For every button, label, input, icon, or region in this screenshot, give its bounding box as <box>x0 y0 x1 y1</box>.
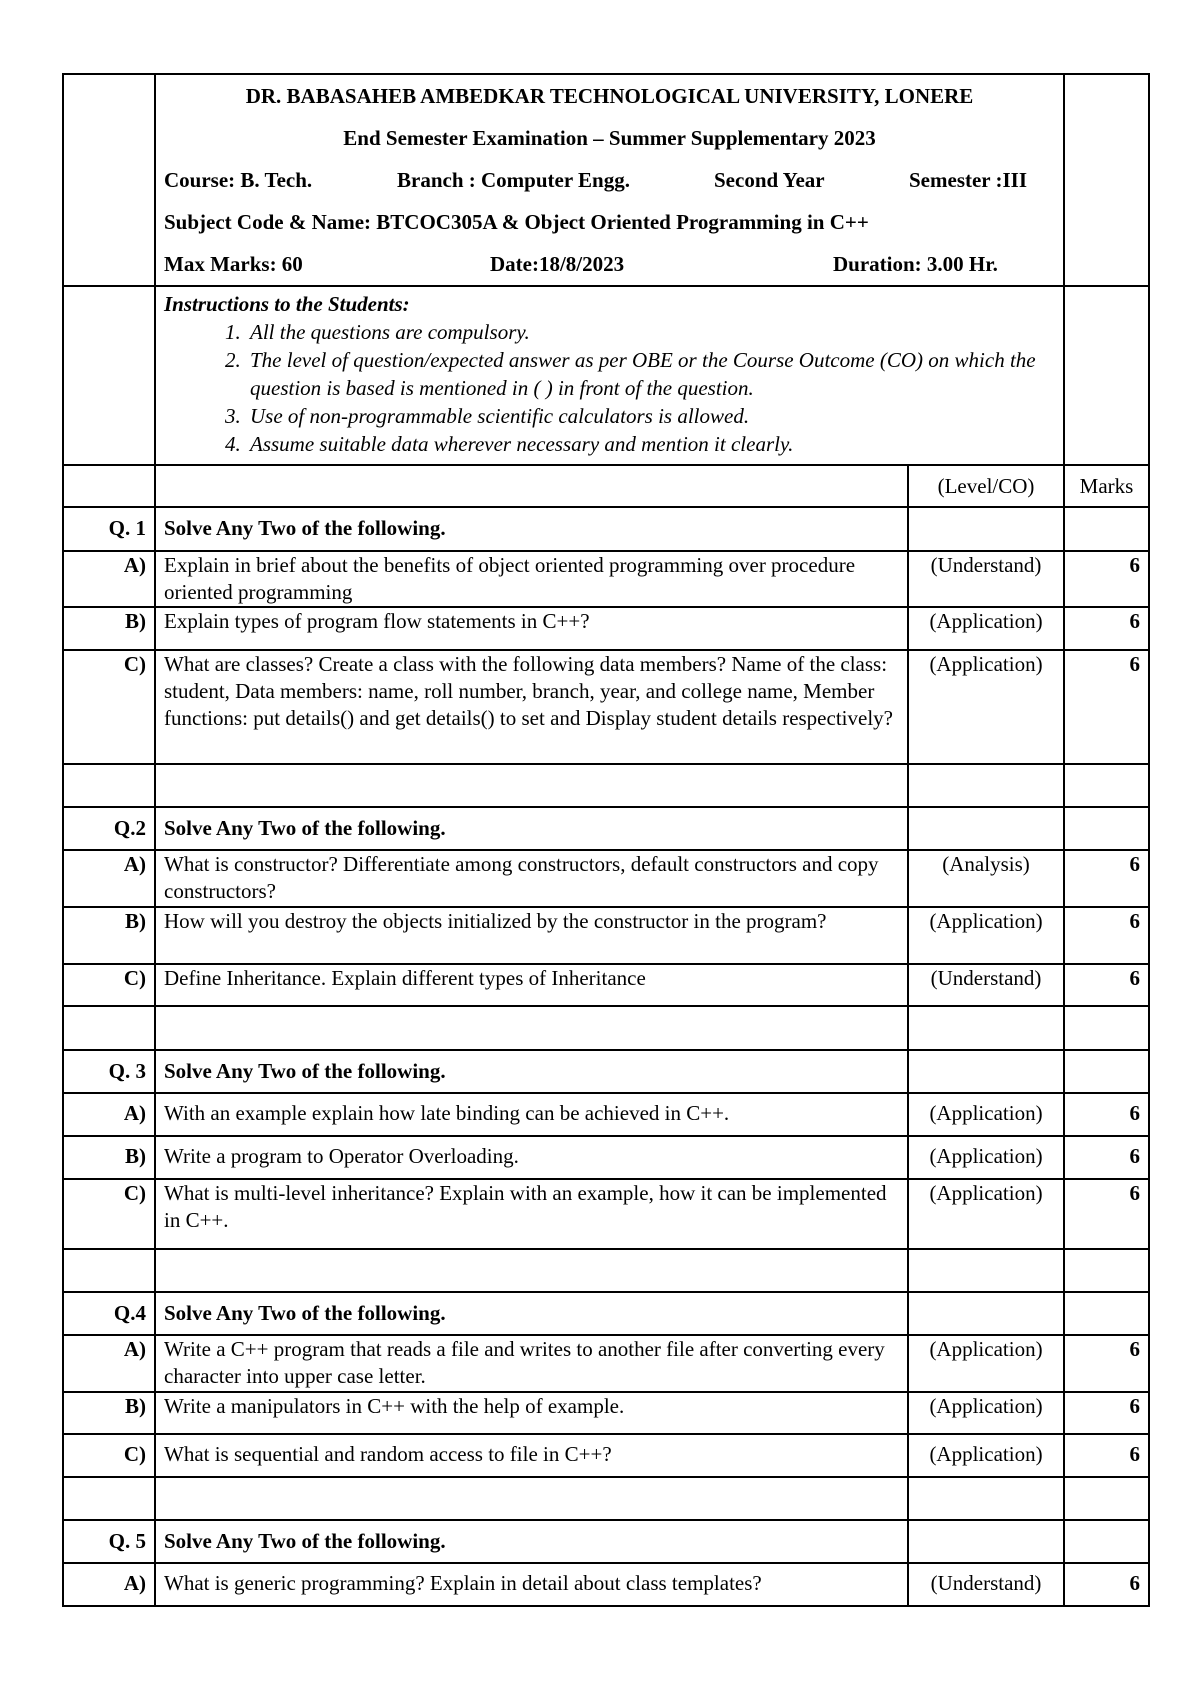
spacer-cell <box>1064 1477 1149 1520</box>
part-label: A) <box>63 1335 155 1392</box>
column-head-blank <box>63 465 155 507</box>
question-text: Explain in brief about the benefits of object oriented programming over procedure oriented programming <box>155 551 908 607</box>
empty-cell <box>908 507 1064 551</box>
spacer-cell <box>908 1477 1064 1520</box>
spacer-cell <box>908 764 1064 807</box>
question-text: Explain types of program flow statements in C++? <box>155 607 908 650</box>
spacer-cell <box>155 1477 908 1520</box>
question-level: (Application) <box>908 1434 1064 1477</box>
instructions-blank-left <box>63 286 155 465</box>
instructions <box>155 286 1064 465</box>
subject: Subject Code & Name: BTCOC305A & Object Oriented Programming in C++ <box>164 210 869 234</box>
question-text: What is constructor? Differentiate among constructors, default constructors and copy constructors? <box>155 850 908 907</box>
part-label: B) <box>63 1136 155 1179</box>
spacer-cell <box>63 764 155 807</box>
question-level: (Application) <box>908 1392 1064 1434</box>
part-label: A) <box>63 1563 155 1606</box>
question-title: Solve Any Two of the following. <box>155 1520 908 1563</box>
column-head-blank <box>155 465 908 507</box>
instruction-item: 1. All the questions are compulsory. <box>246 318 1055 346</box>
spacer-cell <box>63 1249 155 1292</box>
course: Course: B. Tech. <box>164 168 313 192</box>
spacer-cell <box>1064 1006 1149 1050</box>
question-number: Q. 1 <box>63 507 155 551</box>
empty-cell <box>1064 1520 1149 1563</box>
question-text: Write a program to Operator Overloading. <box>155 1136 908 1179</box>
instructions-blank-right <box>1064 286 1149 465</box>
question-title: Solve Any Two of the following. <box>155 507 908 551</box>
marks-column-header: Marks <box>1064 465 1149 507</box>
question-number: Q. 3 <box>63 1050 155 1093</box>
question-marks: 6 <box>1064 1179 1149 1249</box>
question-level: (Application) <box>908 607 1064 650</box>
year: Second Year <box>714 168 825 192</box>
instructions-title: Instructions to the Students: <box>164 292 410 316</box>
part-label: B) <box>63 907 155 964</box>
empty-cell <box>1064 507 1149 551</box>
exam-date: Date:18/8/2023 <box>490 252 625 276</box>
question-level: (Application) <box>908 1335 1064 1392</box>
spacer-cell <box>908 1006 1064 1050</box>
question-level: (Application) <box>908 1093 1064 1136</box>
question-paper-table <box>62 73 1150 1607</box>
question-marks: 6 <box>1064 1335 1149 1392</box>
question-title: Solve Any Two of the following. <box>155 1050 908 1093</box>
part-label: C) <box>63 1434 155 1477</box>
header-blank-right <box>1064 74 1149 286</box>
question-level: (Application) <box>908 907 1064 964</box>
semester: Semester :III <box>909 168 1028 192</box>
question-level: (Application) <box>908 650 1064 764</box>
instruction-item: 4. Assume suitable data wherever necessary and mention it clearly. <box>246 430 1055 458</box>
question-text: Define Inheritance. Explain different types of Inheritance <box>155 964 908 1006</box>
question-marks: 6 <box>1064 1563 1149 1606</box>
question-level: (Understand) <box>908 551 1064 607</box>
question-number: Q.2 <box>63 807 155 850</box>
marks-row <box>164 243 1055 285</box>
part-label: C) <box>63 650 155 764</box>
empty-cell <box>908 1050 1064 1093</box>
question-text: What is multi-level inheritance? Explain with an example, how it can be implemented in C++. <box>155 1179 908 1249</box>
question-marks: 6 <box>1064 551 1149 607</box>
spacer-cell <box>1064 1249 1149 1292</box>
spacer-cell <box>1064 764 1149 807</box>
question-marks: 6 <box>1064 1136 1149 1179</box>
question-text: What is generic programming? Explain in detail about class templates? <box>155 1563 908 1606</box>
level-column-header: (Level/CO) <box>908 465 1064 507</box>
part-label: C) <box>63 964 155 1006</box>
empty-cell <box>908 1520 1064 1563</box>
part-label: A) <box>63 551 155 607</box>
empty-cell <box>908 1292 1064 1335</box>
question-level: (Understand) <box>908 1563 1064 1606</box>
question-number: Q. 5 <box>63 1520 155 1563</box>
header-blank-left <box>63 74 155 286</box>
question-text: Write a manipulators in C++ with the help of example. <box>155 1392 908 1434</box>
instructions-list <box>164 318 1055 458</box>
question-level: (Understand) <box>908 964 1064 1006</box>
question-marks: 6 <box>1064 850 1149 907</box>
spacer-cell <box>63 1006 155 1050</box>
question-number: Q.4 <box>63 1292 155 1335</box>
question-level: (Application) <box>908 1179 1064 1249</box>
question-marks: 6 <box>1064 907 1149 964</box>
question-text: How will you destroy the objects initialized by the constructor in the program? <box>155 907 908 964</box>
question-marks: 6 <box>1064 964 1149 1006</box>
question-text: What is sequential and random access to file in C++? <box>155 1434 908 1477</box>
empty-cell <box>1064 1050 1149 1093</box>
question-text: What are classes? Create a class with the following data members? Name of the class: student, Data members: name, roll number, branch, year, and college name, Member functions: put details() and get details() to set and Display student details respectively? <box>155 650 908 764</box>
spacer-cell <box>908 1249 1064 1292</box>
question-level: (Analysis) <box>908 850 1064 907</box>
question-marks: 6 <box>1064 1093 1149 1136</box>
question-text: With an example explain how late binding can be achieved in C++. <box>155 1093 908 1136</box>
part-label: B) <box>63 1392 155 1434</box>
duration: Duration: 3.00 Hr. <box>833 252 998 276</box>
empty-cell <box>908 807 1064 850</box>
branch: Branch : Computer Engg. <box>397 168 630 192</box>
exam-title: End Semester Examination – Summer Supplementary 2023 <box>343 126 876 150</box>
university-name: DR. BABASAHEB AMBEDKAR TECHNOLOGICAL UNIVERSITY, LONERE <box>245 84 974 108</box>
spacer-cell <box>155 1249 908 1292</box>
spacer-cell <box>63 1477 155 1520</box>
spacer-cell <box>155 1006 908 1050</box>
question-title: Solve Any Two of the following. <box>155 807 908 850</box>
spacer-cell <box>155 764 908 807</box>
empty-cell <box>1064 1292 1149 1335</box>
empty-cell <box>1064 807 1149 850</box>
max-marks: Max Marks: 60 <box>164 252 303 276</box>
instruction-item: 2. The level of question/expected answer as per OBE or the Course Outcome (CO) on which the question is based is mentioned in ( ) in front of the question. <box>246 346 1055 402</box>
instruction-item: 3. Use of non-programmable scientific calculators is allowed. <box>246 402 1055 430</box>
question-marks: 6 <box>1064 1434 1149 1477</box>
course-row <box>164 159 1055 201</box>
question-marks: 6 <box>1064 607 1149 650</box>
part-label: C) <box>63 1179 155 1249</box>
question-text: Write a C++ program that reads a file and writes to another file after converting every character into upper case letter. <box>155 1335 908 1392</box>
part-label: B) <box>63 607 155 650</box>
question-marks: 6 <box>1064 650 1149 764</box>
exam-header <box>155 74 1064 286</box>
question-marks: 6 <box>1064 1392 1149 1434</box>
question-level: (Application) <box>908 1136 1064 1179</box>
part-label: A) <box>63 1093 155 1136</box>
part-label: A) <box>63 850 155 907</box>
question-title: Solve Any Two of the following. <box>155 1292 908 1335</box>
